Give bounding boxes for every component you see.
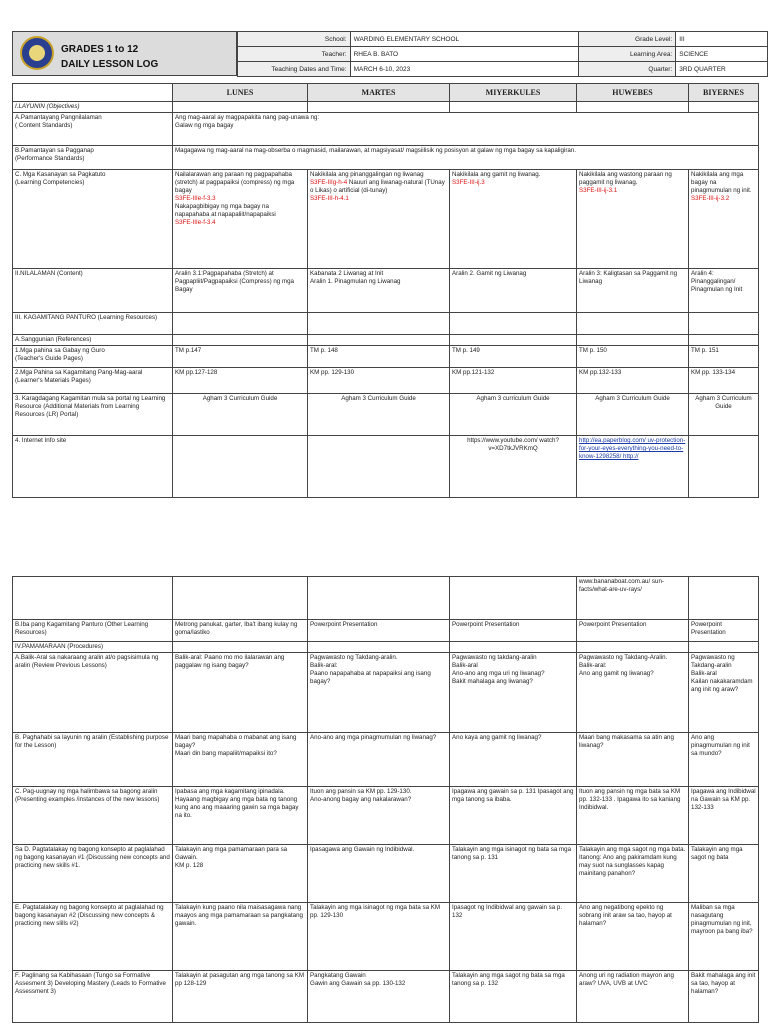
grades-label: GRADES 1 to 12 [61,44,139,55]
review-label: A.Balik-Aral sa nakaraang aralin at/o pagsisimula ng aralin (Review Previous Lessons) [13,653,173,733]
quarter-label: Quarter: [578,62,676,77]
grade-label: Grade Level: [578,32,676,47]
mastery-martes: Pangkatang Gawain Gawin ang Gawain sa pp. 130-132 [308,971,450,1023]
teacher-value: RHEA B. BATO [350,47,578,62]
mastery-biyernes: Bakit mahalaga ang init sa tao, hayop at halaman? [689,971,759,1023]
area-label: Learning Area: [578,47,676,62]
day-header-lunes: LUNES [173,84,308,102]
km-miyerkules: KM pp.121-132 [450,368,577,394]
day-header-huwebes: HUWEBES [577,84,689,102]
other-huwebes: Powerpoint Presentation [577,620,689,642]
review-huwebes: Pagwawasto ng Takdang-Aralin. Balik-aral: Ano ang gamit ng liwanag? [577,653,689,733]
school-value: WARDING ELEMENTARY SCHOOL [350,32,578,47]
lr-martes: Agham 3 Curriculum Guide [308,394,450,436]
purpose-lunes: Maari bang mapahaba o mabanat ang isang bagay? Maari din bang mapaliit/mapaiksi ito? [173,733,308,787]
nilalaman-biyernes: Aralin 4: Pinanggalingan/ Pinagmulan ng Init [689,269,759,313]
header-info-table [237,31,768,77]
other-martes: Powerpoint Presentation [308,620,450,642]
lr-lunes: Agham 3 Curriculum Guide [173,394,308,436]
tm-huwebes: TM p. 150 [577,346,689,368]
other-resources-label: B.Iba pang Kagamitang Panturo (Other Learning Resources) [13,620,173,642]
examples-huwebes: Ituon ang pansin ng mga bata sa KM pp. 132-133 . Ipagawa ito sa kaniang Indibidwal. [577,787,689,845]
competencies-biyernes: Nakikilala ang mga bagay na pinagmumulan ng init. S3FE-III-ij-3.2 [689,170,759,269]
performance-standards-value: Magagawa ng mag-aaral na mag-obserba o magmasid, mailarawan, at magsiyasat/ magsiilisik ng posisyon at galaw ng mga bagay sa kapaligiran. [173,146,759,170]
lr-huwebes: Agham 3 Curriculum Guide [577,394,689,436]
code-miyerkules: S3FE-III-ij.3 [452,179,485,186]
mastery-huwebes: Anong uri ng radiation mayron ang araw? UVA, UVB at UVC [577,971,689,1023]
internet-miyerkules: https://www.youtube.com/ watch?v=XD7tkJVRKmQ [450,436,577,498]
day-header-miyerkules: MIYERKULES [450,84,577,102]
examples-label: C. Pag-uugnay ng mga halimbawa sa bagong aralin (Presenting examples /instances of the new lessons) [13,787,173,845]
concepts2-miyerkules: Ipasagot ng Indibidwal ang gawain sa p. 132 [450,903,577,971]
internet-label: 4. Internet Info site [13,436,173,498]
purpose-martes: Ano-ano ang mga pinagmumulan ng liwanag? [308,733,450,787]
other-miyerkules: Powerpoint Presentation [450,620,577,642]
teacher-label: Teacher: [238,47,351,62]
competencies-miyerkules: Nakikilala ang gamit ng liwanag. S3FE-III-ij.3 [450,170,577,269]
quarter-value: 3RD QUARTER [676,62,768,77]
area-value: SCIENCE [676,47,768,62]
competencies-lunes: Nailalarawan ang paraan ng pagpapahaba (stretch) at pagpapaiksi (compress) ng mga bagay S3FE-IIIe-f-3.3 Nakapagbibigay ng mga bagay na napapahaba at napapaliit/napapaiksi S3FE-IIIe-f-3.4 [173,170,308,269]
concepts1-lunes: Talakayin ang mga pamamaraan para sa Gawain. KM p. 128 [173,845,308,903]
code-martes-2: S3FE-III-h-4.1 [310,195,349,202]
km-huwebes: KM pp.132-133 [577,368,689,394]
concepts1-label: Sa D. Pagtatalakay ng bagong konsepto at paglalahad ng bagong kasanayan #1 (Discussing new concepts and practicing new skills #1. [13,845,173,903]
concepts1-biyernes: Talakayin ang mga sagot ng bata [689,845,759,903]
competencies-martes: Nakikilala ang pinanggalingan ng liwanag S3FE-IIIg-h-4 Nauuri ang liwanag-natural (TUnay o Likas) o artificial (di-tunay) S3FE-III-h-4.1 [308,170,450,269]
code-lunes-2: S3FE-IIIe-f-3.4 [175,219,216,226]
tm-miyerkules: TM p. 149 [450,346,577,368]
tm-lunes: TM p.147 [173,346,308,368]
school-label: School: [238,32,351,47]
internet-huwebes-cont[interactable]: www.bananaboat.com.au/ sun-facts/what-are-uv-rays/ [577,577,689,620]
km-label: 2.Mga Pahina sa Kagamitang Pang-Mag-aaral (Learner's Materials Pages) [13,368,173,394]
nilalaman-lunes: Aralin 3.1:Pagpapahaba (Stretch) at Pagpapliit/Pagpapaiksi (Compress) ng mga Bagay [173,269,308,313]
lesson-log-table-page2 [12,576,759,1023]
page-gap [0,545,768,570]
page-2 [0,570,768,1024]
internet-huwebes-link[interactable]: http://ea.paperblog.com/ uv-protection-for-your-eyes-everything-you-need-to-know-1298258/ http:// [577,436,689,498]
performance-standards-label: B.Pamantayan sa Pagganap (Performance Standards) [13,146,173,170]
dates-value: MARCH 6-10, 2023 [350,62,578,77]
nilalaman-huwebes: Aralin 3: Kaligtasan sa Paggamit ng Liwanag [577,269,689,313]
lr-miyerkules: Agham 3 curriculum Guide [450,394,577,436]
deped-seal-icon [20,36,54,70]
day-header-blank [13,84,173,102]
tm-label: 1.Mga pahina sa Gabay ng Guro (Teacher's Guide Pages) [13,346,173,368]
lr-label: 3. Karagdagang Kagamitan mula sa portal ng Learning Resource (Additional Materials from Learning Resources (LR) Portal) [13,394,173,436]
tm-biyernes: TM p. 151 [689,346,759,368]
review-miyerkules: Pagwawasto ng takdang-aralin Balik-aral Ano-ano ang mga uri ng liwanag? Bakit mahalaga ang liwanag? [450,653,577,733]
mastery-label: F. Paglinang sa Kabihasaan (Tungo sa Formative Assesment 3) Developing Mastery (Leads to Formative Assessment 3) [13,971,173,1023]
lesson-log-table-page1 [12,83,759,498]
concepts1-miyerkules: Talakayin ang mga isinagot ng bata sa mga tanong sa p. 131 [450,845,577,903]
dates-label: Teaching Dates and Time: [238,62,351,77]
other-lunes: Metrong panukat, garter, Iba't ibang kulay ng goma/lastiko [173,620,308,642]
day-header-martes: MARTES [308,84,450,102]
competencies-huwebes: Nakikilala ang wastong paraan ng paggamit ng liwanag. S3FE-III-ij-3.1 [577,170,689,269]
grade-value: III [676,32,768,47]
concepts2-biyernes: Maliban sa mga nasagutang pinagmumulan ng init, mayroon pa bang iba? [689,903,759,971]
examples-biyernes: Ipagawa ang Indibidwal na Gawain sa KM pp. 132-133 [689,787,759,845]
header-logo-box [12,31,237,76]
purpose-huwebes: Maari bang makasama sa atin ang liwanag? [577,733,689,787]
mastery-miyerkules: Talakayin ang mga sagot ng bata sa mga tanong sa p. 132 [450,971,577,1023]
code-huwebes: S3FE-III-ij-3.1 [579,187,618,194]
sanggunian-label: A.Sanggunian (References) [13,335,173,346]
examples-martes: Ituon ang pansin sa KM pp. 129-130. Ano-anong bagay ang nakalarawan? [308,787,450,845]
review-biyernes: Pagwawasto ng Takdang-aralin Balik-aral Kailan nakakaramdam ang init ng araw? [689,653,759,733]
day-header-biyernes: BIYERNES [689,84,759,102]
km-biyernes: KM pp. 133-134 [689,368,759,394]
nilalaman-label: II.NILALAMAN (Content) [13,269,173,313]
header-title [61,42,158,72]
concepts2-huwebes: Ano ang negatibong epekto ng sobrang init araw sa tao, hayop at halaman? [577,903,689,971]
km-martes: KM pp. 129-130 [308,368,450,394]
content-standards-value: Ang mag-aaral ay magpapakita nang pag-unawa ng: Galaw ng mga bagay [173,113,759,146]
examples-miyerkules: Ipagawa ang gawain sa p. 131 Ipasagot ang mga tanong sa ibaba. [450,787,577,845]
kagamitan-label: III. KAGAMITANG PANTURO (Learning Resources) [13,313,173,335]
km-lunes: KM pp.127-128 [173,368,308,394]
purpose-miyerkules: Ano kaya ang gamit ng liwanag? [450,733,577,787]
competencies-label: C. Mga Kasanayan sa Pagkatuto (Learning Competencies) [13,170,173,269]
concepts2-martes: Talakayin ang mga isinagot ng mga bata sa KM pp. 129-130 [308,903,450,971]
code-biyernes: S3FE-III-ij-3.2 [691,195,730,202]
code-martes-1: S3FE-IIIg-h-4 [310,179,348,186]
tm-martes: TM p. 148 [308,346,450,368]
mastery-lunes: Talakayin at pasagutan ang mga tanong sa KM pp 128-129 [173,971,308,1023]
pamamaraan-label: IV.PAMAMARAAN (Procedures) [13,642,173,653]
nilalaman-martes: Kabanata 2 Liwanag at Init Aralin 1. Pinagmulan ng Liwanag [308,269,450,313]
examples-lunes: Ipabasa ang mga kagamitang ipinadala. Hayaang magbigay ang mga bata ng tanong kung ano ang maaaring gawin sa mga bagay na ito. [173,787,308,845]
review-lunes: Balik-aral: Paano mo mo ilalarawan ang paggalaw ng isang bagay? [173,653,308,733]
layunin-label: I.LAYUNIN (Objectives) [13,102,173,113]
code-lunes-1: S3FE-IIIe-f-3.3 [175,195,216,202]
other-biyernes: Powerpoint Presentation [689,620,759,642]
log-title: DAILY LESSON LOG [61,59,159,70]
purpose-biyernes: Ano ang pinagmumulan ng init sa mundo? [689,733,759,787]
concepts2-label: E. Pagtatalakay ng bagong konsepto at paglalahad ng bagong kasanayan #2 (Discussing new concepts & practicing new slills #2) [13,903,173,971]
lr-biyernes: Agham 3 Curriculum Guide [689,394,759,436]
concepts2-lunes: Talakayin kung paano nila maisasagawa nang maayos ang mga pamamaraan sa pangkatang gawain. [173,903,308,971]
nilalaman-miyerkules: Aralin 2. Gamit ng Liwanag [450,269,577,313]
concepts1-martes: Ipasagawa ang Gawain ng Indibidwal. [308,845,450,903]
content-standards-label: A.Pamantayang Pangnilalaman ( Content Standards) [13,113,173,146]
review-martes: Pagwawasto ng Takdang-aralin. Balik-aral: Paano napapahaba at napapaiksi ang isang bagay? [308,653,450,733]
purpose-label: B. Paghahabi sa layunin ng aralin (Establishing purpose for the Lesson) [13,733,173,787]
concepts1-huwebes: Talakayin ang mga sagot ng mga bata. Itanong: Ano ang pakiramdam kung may suot na sunglasses kapag mainitang panahon? [577,845,689,903]
